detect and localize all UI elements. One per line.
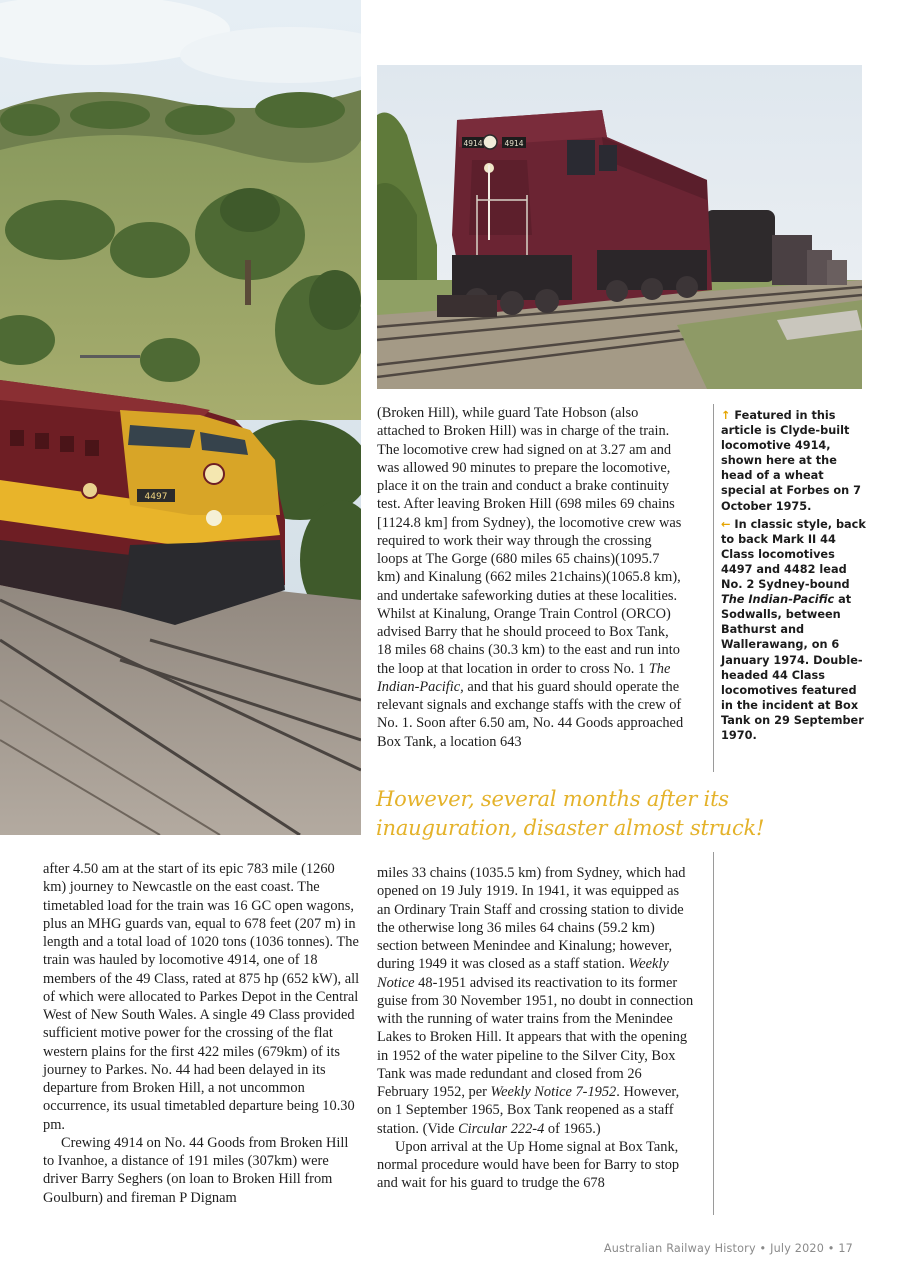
page-footer: Australian Railway History • July 2020 • 17: [603, 1242, 853, 1255]
caption-first-text: Featured in this article is Clyde-built locomotive 4914, shown here at the head of a wheat special at Forbes on 7 October 1975.: [721, 409, 862, 513]
caption-divider-upper: [713, 404, 714, 772]
left-paragraph-1: after 4.50 am at the start of its epic 783 mile (1260 km) journey to Newcastle on the east coast. The timetabled load for the train was 16 GC open wagons, plus an MHG guards van, equal to 678 feet (207 m) in length and a total load of 1020 tons (1036 tonnes). The train was hauled by locomotive 4914, one of 18 members of the 49 Class, rated at 875 hp (652 kW), all of which were allocated to Parkes Depot in the Central West of New South Wales. A single 49 Class provided sufficient motive power for the crossing of the flat western plains for the first 422 miles (679km) of its journey to Parkes. No. 44 had been delayed in its departure from Broken Hill, a not uncommon occurrence, its usual timetabled departure being 10.30 pm.: [43, 861, 360, 1133]
lower-p1-italic-1: Weekly Notice: [377, 956, 669, 991]
caption-second: [721, 517, 866, 743]
lower-paragraph-2: Upon arrival at the Up Home signal at Box Tank, normal procedure would have been for Barry to stop and wait for his guard to trudge the 678: [377, 1138, 680, 1192]
left-text-column: [43, 860, 361, 1207]
photo-44-class-sodwalls: [0, 0, 361, 835]
upper-text-column: [377, 404, 686, 751]
caption-first: [721, 408, 866, 514]
caption-divider-lower: [713, 852, 714, 1215]
upper-paragraph-italic-title: The Indian-Pacific,: [377, 660, 671, 695]
photo-4914-illustration: [377, 65, 862, 389]
right-loco-number-right: 4914: [504, 139, 524, 148]
photo-captions: [721, 408, 866, 746]
right-loco-number-left: 4914: [463, 139, 483, 148]
lower-p1-italic-3: Circular 222-4: [458, 1120, 545, 1137]
lower-p1-text-b: 48-1951 advised its reactivation to its former guise from 30 November 1951, no doubt in connection with the running of water trains from the Menindee Lakes to Broken Hill. It appears that with the opening in 1952 of the water pipeline to the Silver City, Box Tank was made redundant and closed from 26 February 1952, per: [377, 974, 694, 1100]
upper-paragraph: [377, 404, 686, 751]
left-loco-number: 4497: [144, 492, 168, 502]
upper-paragraph-text-a: (Broken Hill), while guard Tate Hobson (also attached to Broken Hill) was in charge of the train. The locomotive crew had signed on at 3.27 am and was allowed 90 minutes to prepare the locomotive, place it on the train and conduct a brake continuity test. After leaving Broken Hill (698 miles 69 chains [1124.8 km] from Sydney), the locomotive crew was required to work their way through the crossing loops at The Gorge (680 miles 65 chains)(1095.7 km) and Kinalung (662 miles 21chains)(1065.8 km), and undertake safeworking duties at these localities. Whilst at Kinalung, Orange Train Control (ORCO) advised Barry that he should proceed to Box Tank, 18 miles 68 chains (30.3 km) to the east and run into the loop at that location in order to cross No. 1: [377, 405, 682, 677]
lower-p1-text-c: . However, on 1 September 1965, Box Tank reopened as a staff station. (Vide: [377, 1084, 680, 1137]
photo-44-class-illustration: [0, 0, 361, 835]
arrow-left-icon: ←: [721, 517, 731, 531]
upper-paragraph-text-b: and that his guard should operate the relevant signals and exchange staffs with the crew of No. 1. Soon after 6.50 am, No. 44 Goods approached Box Tank, a location 643: [377, 678, 684, 750]
lower-paragraph-1: [377, 864, 696, 1138]
pull-quote: However, several months after its inauguration, disaster almost struck!: [376, 787, 765, 840]
lower-p1-italic-2: Weekly Notice 7-1952: [490, 1084, 617, 1100]
lower-p1-text-a: miles 33 chains (1035.5 km) from Sydney, which had opened on 19 July 1919. In 1941, it was equipped as an Ordinary Train Staff and crossing station to divide the otherwise long 36 miles 64 chains (59.2 km) section between Menindee and Kinalung; however, during 1949 it was closed as a staff station.: [377, 865, 686, 973]
left-paragraph-2: Crewing 4914 on No. 44 Goods from Broken Hill to Ivanhoe, a distance of 191 miles (307km) were driver Barry Seghers (on loan to Broken Hill from Goulburn) and fireman P Dignam: [43, 1134, 349, 1206]
lower-text-column: [377, 864, 696, 1193]
photo-4914-forbes: [377, 65, 862, 389]
caption-second-text-b: at Sodwalls, between Bathurst and Wallerawang, on 6 January 1974. Double-headed 44 Class locomotives featured in the incident at Box Tank on 29 September 1970.: [721, 593, 864, 742]
lower-p1-text-d: of 1965.): [544, 1120, 601, 1137]
arrow-up-icon: ↑: [721, 409, 731, 422]
caption-second-italic: The Indian-Pacific: [721, 593, 835, 607]
caption-second-text-a: In classic style, back to back Mark II 44 Class locomotives 4497 and 4482 lead No. 2 Sydney-bound: [721, 517, 866, 592]
